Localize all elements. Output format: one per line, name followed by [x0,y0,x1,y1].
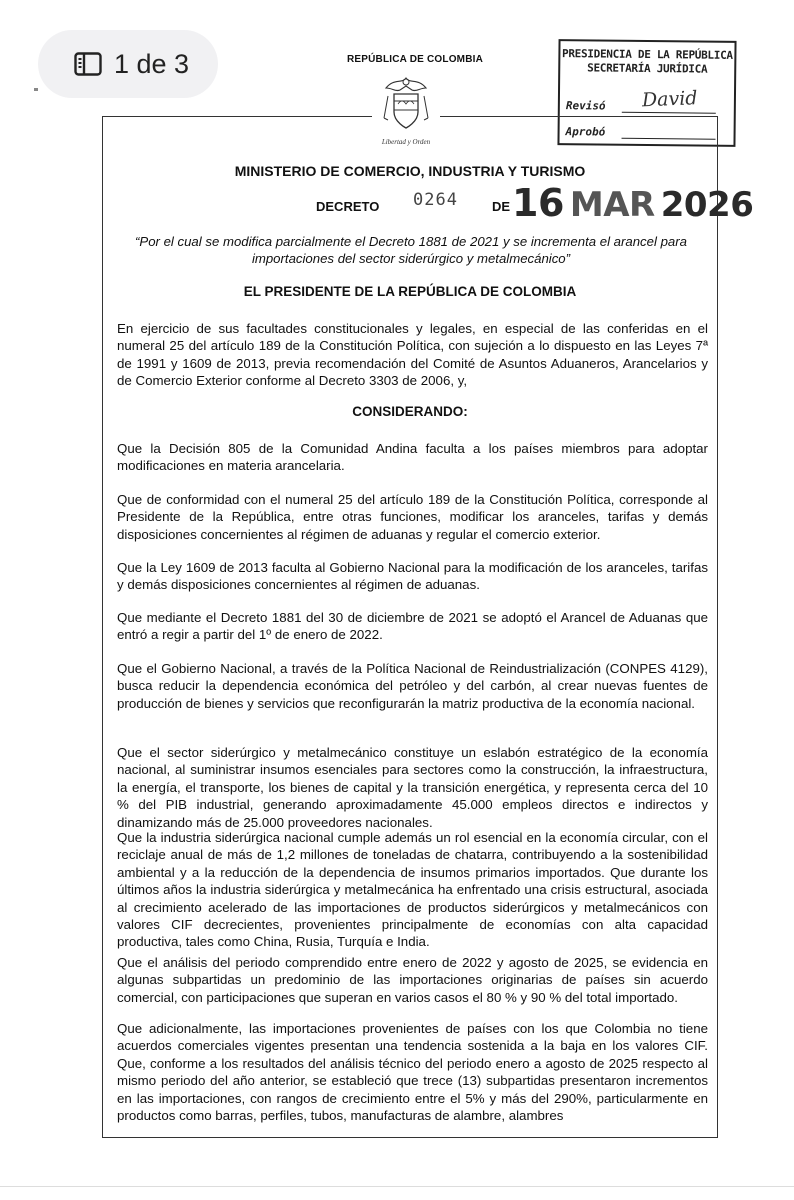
president-heading: EL PRESIDENTE DE LA REPÚBLICA DE COLOMBIA [243,284,577,299]
page-indicator[interactable] [38,30,218,98]
considerando-paragraph: Que la industria siderúrgica nacional cumple además un rol esencial en la economía circular, con el reciclaje anual de más de 1,2 millones de toneladas de chatarra, contribuyendo a la sostenibilidad ambiental y a la reducción de la dependencia de insumos primarios importados. Que durante los últimos años la industria siderúrgica y metalmecánica ha enfrentado una crisis estructural, asociada al crecimiento acelerado de las importaciones de productos siderúrgicos y metalmecánicos con valores CIF decrecientes, provenientes principalmente de economías con alta capacidad productiva, tales como China, Rusia, Turquía e India. [117,830,708,950]
sidebar-pages-icon [74,52,102,76]
scan-mark [34,88,38,91]
date-day: 16 [512,181,564,225]
decree-subject: “Por el cual se modifica parcialmente el Decreto 1881 de 2021 y se incrementa el arancel para importaciones del sector siderúrgico y metalmecánico” [135,234,687,266]
stamp-reviso-line [622,112,716,114]
date-stamp [512,181,753,225]
considerando-paragraph: Que adicionalmente, las importaciones provenientes de países con los que Colombia no tiene acuerdos comerciales vigentes presentan una tendencia sostenida a la baja en los valores CIF. Que, conforme a los resultados del análisis técnico del periodo enero a agosto de 2025 respecto al mismo periodo del año anterior, se estableció que trece (13) subpartidas presentaron incrementos en las importaciones, con rangos de crecimiento entre el 5% y más del 290%, particularmente en productos como barras, perfiles, tubos, manufacturas de alambre, alambres [117,1021,708,1124]
date-year: 2026 [660,185,754,225]
reviso-signature: David [641,87,698,112]
bottom-separator [0,1186,794,1187]
stamp-line-2: SECRETARÍA JURÍDICA [587,61,708,76]
considerando-paragraph: Que la Ley 1609 de 2013 faculta al Gobierno Nacional para la modificación de los aranceles, tarifas y demás disposiciones concernientes al régimen de aduanas. [117,560,708,593]
considerando-heading: CONSIDERANDO: [352,404,468,419]
page-indicator-label: 1 de 3 [114,48,190,79]
considerando-paragraph: Que el sector siderúrgico y metalmecánico constituye un eslabón estratégico de la economía nacional, al suministrar insumos esenciales para sectores como la construcción, la infraestructura, la energía, el transporte, los bienes de capital y la transición energética, y representa cerca del 10 % del PIB industrial, generando aproximadamente 45.000 empleos directos e indirectos y dinamizando más de 25.000 proveedores nacionales. [117,745,708,830]
considerando-paragraph: Que la Decisión 805 de la Comunidad Andina faculta a los países miembros para adoptar modificaciones en materia arancelaria. [117,441,708,474]
considerando-paragraph: Que el análisis del periodo comprendido entre enero de 2022 y agosto de 2025, se evidencia en algunas subpartidas un predominio de las importaciones originarias de países sin acuerdo comercial, con participaciones que superan en varios casos el 80 % y 90 % del total importado. [117,955,708,1005]
stamp-line-1: PRESIDENCIA DE LA REPÚBLICA [561,47,733,62]
date-month: MAR [569,185,655,225]
decree-number: 0264 [413,190,458,210]
de-label: DE [492,199,511,214]
considerando-paragraph: Que de conformidad con el numeral 25 del artículo 189 de la Constitución Política, corresponde al Presidente de la República, entre otras funciones, modificar los aranceles, tarifas y demás disposiciones concernientes al régimen de aduanas y regular el comercio exterior. [117,492,708,542]
motto: Libertad y Orden [381,138,431,146]
country-heading: REPÚBLICA DE COLOMBIA [346,54,484,65]
stamp-reviso-label: Revisó [565,99,606,113]
stamp-aprobo-label: Aprobó [565,125,606,139]
considerando-paragraph: Que mediante el Decreto 1881 del 30 de diciembre de 2021 se adoptó el Arancel de Aduanas que entró a regir a partir del 1º de enero de 2022. [117,610,708,643]
preamble-paragraph: En ejercicio de sus facultades constitucionales y legales, en especial de las conferidas en el numeral 25 del artículo 189 de la Constitución Política, con sujeción a lo dispuesto en las Leyes 7ª de 1991 y 1609 de 2013, previa recomendación del Comité de Asuntos Aduaneros, Arancelarios y de Comercio Exterior conforme al Decreto 3303 de 2006, y, [117,321,708,389]
considerando-paragraph: Que el Gobierno Nacional, a través de la Política Nacional de Reindustrialización (CONPES 4129), busca reducir la dependencia económica del petróleo y del carbón, al crear nuevas fuentes de producción de bienes y servicios que reconfigurarán la matriz productiva de la economía nacional. [117,661,708,711]
decree-label: DECRETO [316,199,380,214]
ministry-title: MINISTERIO DE COMERCIO, INDUSTRIA Y TURISMO [234,163,586,179]
